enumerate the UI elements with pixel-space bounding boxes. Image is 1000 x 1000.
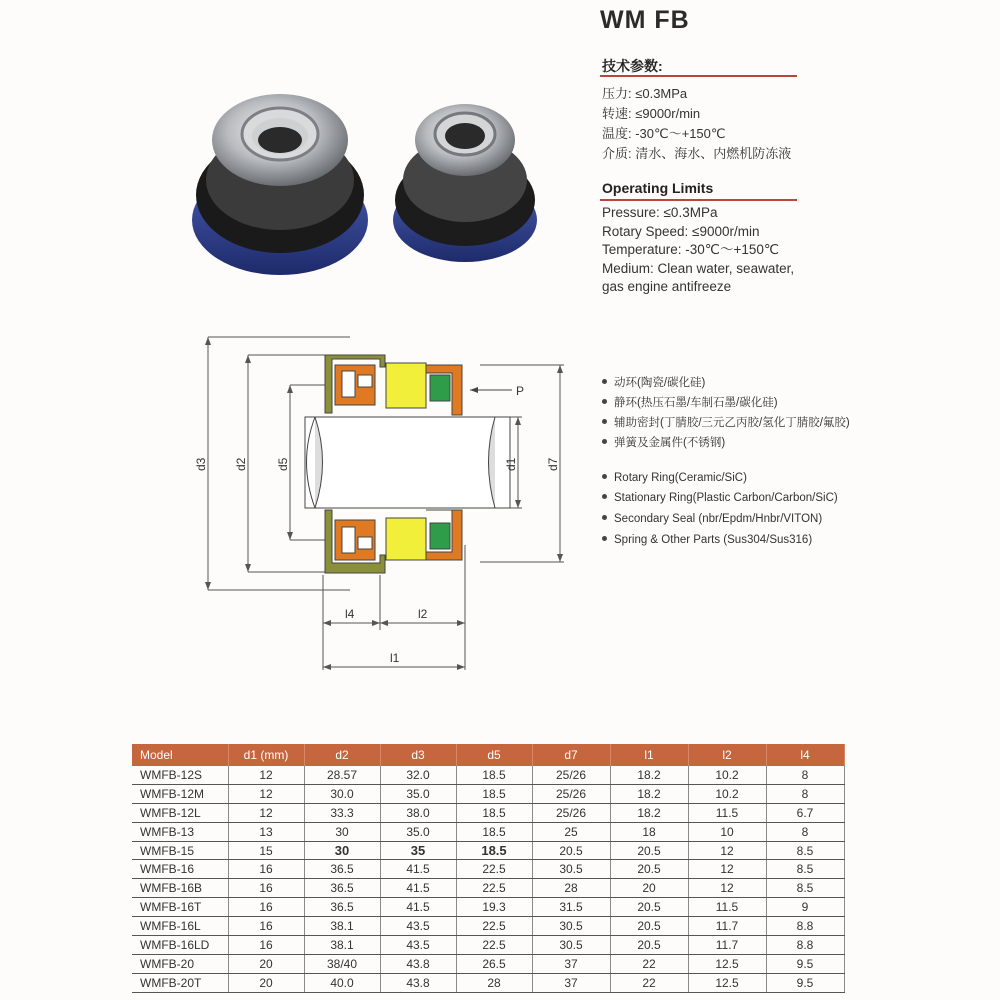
table-cell: 43.5 bbox=[380, 936, 456, 955]
column-header: l1 bbox=[610, 744, 688, 766]
legend-cn-rotary: 动环(陶瓷/碳化硅) bbox=[602, 374, 705, 390]
table-cell: 20.5 bbox=[610, 898, 688, 917]
column-header: d1 (mm) bbox=[228, 744, 304, 766]
dim-l1: l1 bbox=[390, 651, 400, 665]
dim-l4: l4 bbox=[345, 607, 355, 621]
table-cell: 32.0 bbox=[380, 766, 456, 784]
table-cell: 20.5 bbox=[610, 860, 688, 879]
table-cell: 36.5 bbox=[304, 860, 380, 879]
table-cell: WMFB-12S bbox=[132, 766, 228, 784]
table-cell: 33.3 bbox=[304, 803, 380, 822]
tech-params-list bbox=[602, 84, 791, 164]
table-cell: 18.5 bbox=[456, 841, 532, 860]
page-title: WM FB bbox=[600, 6, 690, 34]
legend-cn-spring: 弹簧及金属件(不锈钢) bbox=[602, 434, 725, 450]
column-header: d7 bbox=[532, 744, 610, 766]
table-cell: 8 bbox=[766, 822, 844, 841]
table-row bbox=[132, 784, 844, 803]
table-cell: WMFB-15 bbox=[132, 841, 228, 860]
table-cell: 20.5 bbox=[610, 936, 688, 955]
table-cell: 12 bbox=[688, 841, 766, 860]
table-cell: 18.5 bbox=[456, 784, 532, 803]
table-header bbox=[132, 744, 844, 766]
table-cell: 10.2 bbox=[688, 766, 766, 784]
table-cell: 43.8 bbox=[380, 954, 456, 973]
table-cell: 9.5 bbox=[766, 954, 844, 973]
operating-limits-list bbox=[602, 204, 794, 297]
table-cell: 22.5 bbox=[456, 860, 532, 879]
table-cell: 22 bbox=[610, 954, 688, 973]
legend-en-spring: Spring & Other Parts (Sus304/Sus316) bbox=[602, 534, 812, 546]
pressure-label: P bbox=[516, 384, 525, 398]
large-seal-image bbox=[192, 94, 368, 275]
table-row bbox=[132, 954, 844, 973]
legend-cn-secondary: 辅助密封(丁腈胶/三元乙丙胶/氢化丁腈胶/氟胶) bbox=[602, 414, 850, 430]
dim-d5: d5 bbox=[276, 457, 290, 471]
table-cell: 22 bbox=[610, 973, 688, 992]
column-header: d5 bbox=[456, 744, 532, 766]
table-cell: 30.5 bbox=[532, 917, 610, 936]
divider bbox=[600, 75, 797, 77]
table-cell: 8.8 bbox=[766, 936, 844, 955]
table-cell: 41.5 bbox=[380, 879, 456, 898]
legend-en-stationary: Stationary Ring(Plastic Carbon/Carbon/SiC) bbox=[602, 492, 838, 504]
table-cell: 10 bbox=[688, 822, 766, 841]
table-cell: 11.5 bbox=[688, 803, 766, 822]
product-photo bbox=[185, 70, 565, 310]
table-cell: 12 bbox=[228, 803, 304, 822]
table-cell: WMFB-12L bbox=[132, 803, 228, 822]
table-cell: 28 bbox=[532, 879, 610, 898]
table-cell: 11.7 bbox=[688, 936, 766, 955]
table-cell: 41.5 bbox=[380, 860, 456, 879]
table-cell: 16 bbox=[228, 879, 304, 898]
cross-section-drawing bbox=[190, 325, 580, 680]
legend-cn-stationary: 静环(热压石墨/车制石墨/碳化硅) bbox=[602, 394, 778, 410]
table-row bbox=[132, 822, 844, 841]
table-row bbox=[132, 917, 844, 936]
table-row bbox=[132, 936, 844, 955]
table-cell: 25/26 bbox=[532, 784, 610, 803]
medium-cn: 介质: 清水、海水、内燃机防冻液 bbox=[602, 146, 792, 161]
table-cell: WMFB-12M bbox=[132, 784, 228, 803]
table-cell: 22.5 bbox=[456, 879, 532, 898]
speed-cn: 转速: ≤9000r/min bbox=[602, 106, 701, 121]
pressure-en: Pressure: ≤0.3MPa bbox=[602, 205, 718, 220]
table-cell: 18.5 bbox=[456, 766, 532, 784]
table-cell: 8.5 bbox=[766, 860, 844, 879]
table-cell: 18 bbox=[610, 822, 688, 841]
table-cell: WMFB-16 bbox=[132, 860, 228, 879]
table-cell: 30.0 bbox=[304, 784, 380, 803]
table-cell: WMFB-20 bbox=[132, 954, 228, 973]
table-cell: 8.5 bbox=[766, 879, 844, 898]
table-cell: 18.5 bbox=[456, 803, 532, 822]
table-cell: 6.7 bbox=[766, 803, 844, 822]
medium-en-cont: gas engine antifreeze bbox=[602, 279, 732, 294]
temperature-cn: 温度: -30℃～+150℃ bbox=[602, 126, 726, 141]
table-cell: 30.5 bbox=[532, 936, 610, 955]
table-cell: 20.5 bbox=[532, 841, 610, 860]
table-cell: 25/26 bbox=[532, 766, 610, 784]
table-cell: 25 bbox=[532, 822, 610, 841]
table-cell: 10.2 bbox=[688, 784, 766, 803]
column-header: l2 bbox=[688, 744, 766, 766]
legend-en-rotary: Rotary Ring(Ceramic/SiC) bbox=[602, 472, 747, 484]
table-cell: 9.5 bbox=[766, 973, 844, 992]
table-cell: 38.1 bbox=[304, 917, 380, 936]
column-header: Model bbox=[132, 744, 228, 766]
seal-lower-half bbox=[325, 510, 462, 573]
table-cell: 12.5 bbox=[688, 954, 766, 973]
table-cell: 15 bbox=[228, 841, 304, 860]
table-cell: 38/40 bbox=[304, 954, 380, 973]
table-cell: 9 bbox=[766, 898, 844, 917]
table-cell: 35 bbox=[380, 841, 456, 860]
table-cell: 40.0 bbox=[304, 973, 380, 992]
column-header: d2 bbox=[304, 744, 380, 766]
table-cell: 13 bbox=[228, 822, 304, 841]
operating-limits-heading: Operating Limits bbox=[602, 180, 714, 196]
seal-upper-half bbox=[325, 355, 462, 415]
table-cell: 16 bbox=[228, 917, 304, 936]
column-header: d3 bbox=[380, 744, 456, 766]
pressure-cn: 压力: ≤0.3MPa bbox=[602, 86, 688, 101]
table-cell: 18.2 bbox=[610, 766, 688, 784]
table-cell: WMFB-16L bbox=[132, 917, 228, 936]
table-cell: WMFB-16LD bbox=[132, 936, 228, 955]
table-cell: 30 bbox=[304, 841, 380, 860]
medium-en: Medium: Clean water, seawater, bbox=[602, 260, 795, 276]
dim-d3: d3 bbox=[194, 457, 208, 471]
table-cell: 20 bbox=[610, 879, 688, 898]
table-cell: 30 bbox=[304, 822, 380, 841]
table-cell: 22.5 bbox=[456, 917, 532, 936]
table-cell: 8 bbox=[766, 784, 844, 803]
table-cell: WMFB-13 bbox=[132, 822, 228, 841]
temperature-en: Temperature: -30℃～+150℃ bbox=[602, 242, 780, 257]
table-cell: 12 bbox=[228, 784, 304, 803]
table-cell: 36.5 bbox=[304, 879, 380, 898]
table-cell: 25/26 bbox=[532, 803, 610, 822]
table-cell: 38.0 bbox=[380, 803, 456, 822]
dim-l2: l2 bbox=[418, 607, 428, 621]
dim-d2: d2 bbox=[234, 457, 248, 471]
table-cell: WMFB-16T bbox=[132, 898, 228, 917]
table-cell: 12.5 bbox=[688, 973, 766, 992]
table-cell: 35.0 bbox=[380, 822, 456, 841]
table-cell: WMFB-16B bbox=[132, 879, 228, 898]
table-cell: 30.5 bbox=[532, 860, 610, 879]
table-cell: 11.7 bbox=[688, 917, 766, 936]
small-seal-image bbox=[393, 104, 537, 262]
table-cell: 35.0 bbox=[380, 784, 456, 803]
table-row bbox=[132, 860, 844, 879]
table-cell: 12 bbox=[688, 860, 766, 879]
table-cell: 18.5 bbox=[456, 822, 532, 841]
divider bbox=[600, 199, 797, 201]
table-row bbox=[132, 973, 844, 992]
table-cell: 43.8 bbox=[380, 973, 456, 992]
table-cell: 37 bbox=[532, 973, 610, 992]
table-cell: 20.5 bbox=[610, 917, 688, 936]
table-cell: 37 bbox=[532, 954, 610, 973]
table-cell: 22.5 bbox=[456, 936, 532, 955]
table-row bbox=[132, 841, 844, 860]
table-row bbox=[132, 766, 844, 784]
table-cell: 31.5 bbox=[532, 898, 610, 917]
table-cell: 38.1 bbox=[304, 936, 380, 955]
dim-d7: d7 bbox=[546, 457, 560, 471]
table-cell: 12 bbox=[228, 766, 304, 784]
table-cell: 16 bbox=[228, 860, 304, 879]
table-cell: WMFB-20T bbox=[132, 973, 228, 992]
table-cell: 28 bbox=[456, 973, 532, 992]
table-cell: 28.57 bbox=[304, 766, 380, 784]
table-row bbox=[132, 803, 844, 822]
table-cell: 8.5 bbox=[766, 841, 844, 860]
table-cell: 18.2 bbox=[610, 803, 688, 822]
table-cell: 11.5 bbox=[688, 898, 766, 917]
table-cell: 8 bbox=[766, 766, 844, 784]
table-cell: 43.5 bbox=[380, 917, 456, 936]
legend-en-secondary: Secondary Seal (nbr/Epdm/Hnbr/VITON) bbox=[602, 513, 822, 525]
table-row bbox=[132, 879, 844, 898]
table-cell: 20 bbox=[228, 954, 304, 973]
table-cell: 26.5 bbox=[456, 954, 532, 973]
speed-en: Rotary Speed: ≤9000r/min bbox=[602, 223, 760, 239]
table-cell: 36.5 bbox=[304, 898, 380, 917]
table-cell: 8.8 bbox=[766, 917, 844, 936]
table-cell: 16 bbox=[228, 898, 304, 917]
table-row bbox=[132, 898, 844, 917]
table-cell: 18.2 bbox=[610, 784, 688, 803]
table-cell: 19.3 bbox=[456, 898, 532, 917]
column-header: l4 bbox=[766, 744, 844, 766]
table-cell: 20.5 bbox=[610, 841, 688, 860]
table-cell: 16 bbox=[228, 936, 304, 955]
tech-params-heading: 技术参数: bbox=[602, 58, 663, 74]
spec-table bbox=[132, 744, 845, 993]
table-cell: 41.5 bbox=[380, 898, 456, 917]
table-cell: 20 bbox=[228, 973, 304, 992]
dim-d1: d1 bbox=[504, 457, 518, 471]
table-cell: 12 bbox=[688, 879, 766, 898]
